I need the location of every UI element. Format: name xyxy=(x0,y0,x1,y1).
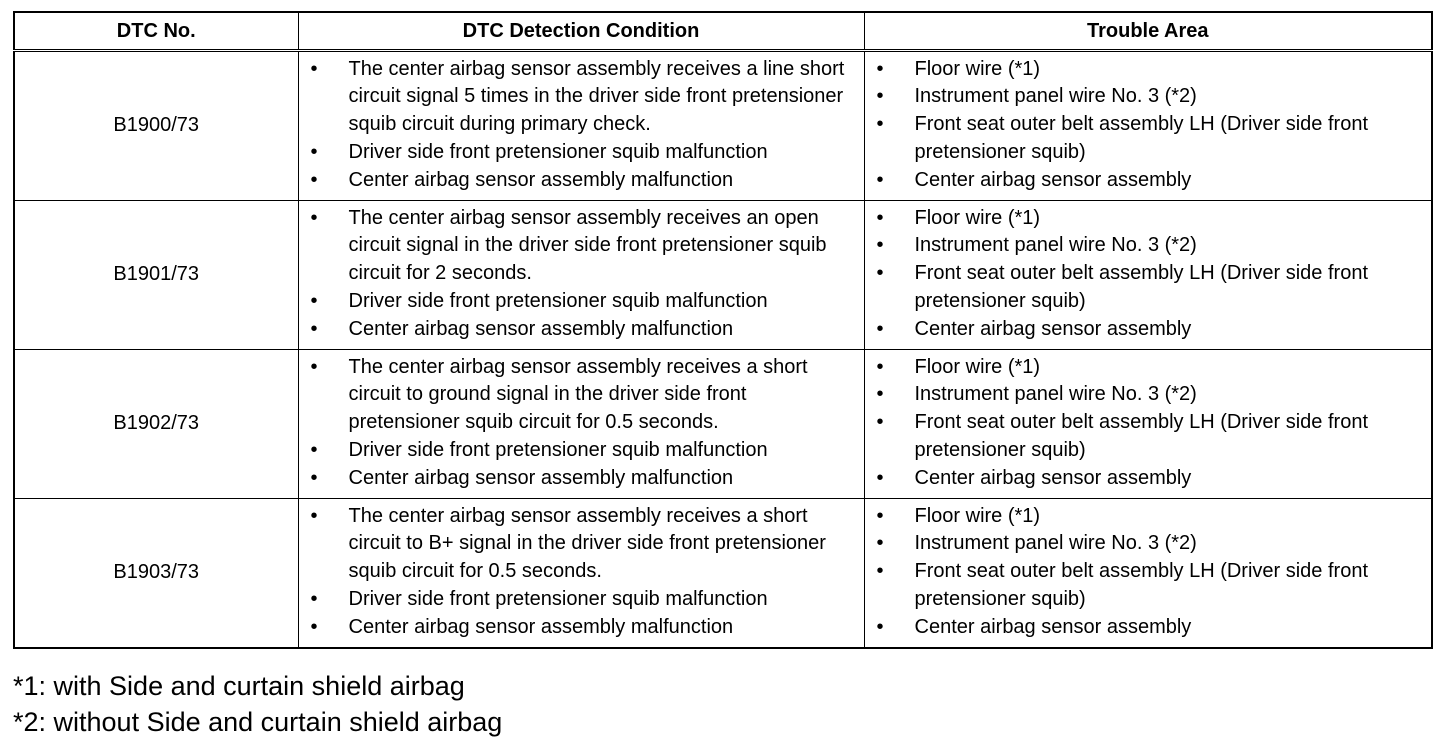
area-item: • Floor wire (*1) xyxy=(865,354,1426,382)
header-detection-condition: DTC Detection Condition xyxy=(298,12,864,51)
area-item: • Front seat outer belt assembly LH (Driver side front pretensioner squib) xyxy=(865,260,1426,316)
detection-condition-cell xyxy=(298,51,864,201)
area-list xyxy=(865,352,1432,497)
area-item: • Front seat outer belt assembly LH (Driver side front pretensioner squib) xyxy=(865,409,1426,465)
condition-list xyxy=(299,54,864,199)
condition-item: • The center airbag sensor assembly receives a short circuit to ground signal in the driver side front pretensioner squib circuit for 0.5 seconds. xyxy=(299,354,858,437)
area-item: • Floor wire (*1) xyxy=(865,205,1426,233)
area-item: • Instrument panel wire No. 3 (*2) xyxy=(865,381,1426,409)
condition-list xyxy=(299,501,864,646)
detection-condition-cell xyxy=(298,201,864,350)
table-row xyxy=(14,51,1432,201)
area-item: • Front seat outer belt assembly LH (Driver side front pretensioner squib) xyxy=(865,558,1426,614)
area-list xyxy=(865,501,1432,646)
condition-list xyxy=(299,203,864,348)
area-item: • Instrument panel wire No. 3 (*2) xyxy=(865,232,1426,260)
condition-item: • Driver side front pretensioner squib malfunction xyxy=(299,139,858,167)
table-row xyxy=(14,201,1432,350)
condition-item: • Center airbag sensor assembly malfunction xyxy=(299,167,858,195)
condition-item: • The center airbag sensor assembly receives an open circuit signal in the driver side front pretensioner squib circuit for 2 seconds. xyxy=(299,205,858,288)
condition-list xyxy=(299,352,864,497)
area-item: • Front seat outer belt assembly LH (Driver side front pretensioner squib) xyxy=(865,111,1426,167)
area-list xyxy=(865,54,1432,199)
table-header xyxy=(14,12,1432,51)
condition-item: • The center airbag sensor assembly receives a line short circuit signal 5 times in the driver side front pretensioner squib circuit during primary check. xyxy=(299,56,858,139)
area-item: • Floor wire (*1) xyxy=(865,56,1426,84)
condition-item: • Center airbag sensor assembly malfunction xyxy=(299,316,858,344)
table-row xyxy=(14,350,1432,499)
footnote-1: *1: with Side and curtain shield airbag xyxy=(13,671,465,701)
footnote-2: *2: without Side and curtain shield airbag xyxy=(13,707,503,737)
condition-item: • Driver side front pretensioner squib malfunction xyxy=(299,586,858,614)
detection-condition-cell xyxy=(298,350,864,499)
footnotes xyxy=(13,668,502,740)
header-dtc-no: DTC No. xyxy=(14,12,298,51)
dtc-table xyxy=(13,11,1433,649)
area-item: • Instrument panel wire No. 3 (*2) xyxy=(865,530,1426,558)
area-item: • Center airbag sensor assembly xyxy=(865,167,1426,195)
table-row xyxy=(14,499,1432,649)
detection-condition-cell xyxy=(298,499,864,649)
condition-item: • Center airbag sensor assembly malfunction xyxy=(299,614,858,642)
dtc-code-cell: B1902/73 xyxy=(14,350,298,499)
dtc-code-cell: B1900/73 xyxy=(14,51,298,201)
condition-item: • The center airbag sensor assembly receives a short circuit to B+ signal in the driver side front pretensioner squib circuit for 0.5 seconds. xyxy=(299,503,858,586)
trouble-area-cell xyxy=(864,51,1432,201)
dtc-code-cell: B1903/73 xyxy=(14,499,298,649)
condition-item: • Center airbag sensor assembly malfunction xyxy=(299,465,858,493)
area-item: • Center airbag sensor assembly xyxy=(865,316,1426,344)
trouble-area-cell xyxy=(864,350,1432,499)
header-row xyxy=(14,12,1432,51)
area-item: • Instrument panel wire No. 3 (*2) xyxy=(865,83,1426,111)
area-item: • Center airbag sensor assembly xyxy=(865,614,1426,642)
area-list xyxy=(865,203,1432,348)
trouble-area-cell xyxy=(864,499,1432,649)
dtc-code-cell: B1901/73 xyxy=(14,201,298,350)
area-item: • Center airbag sensor assembly xyxy=(865,465,1426,493)
area-item: • Floor wire (*1) xyxy=(865,503,1426,531)
table-body xyxy=(14,51,1432,649)
condition-item: • Driver side front pretensioner squib malfunction xyxy=(299,288,858,316)
header-trouble-area: Trouble Area xyxy=(864,12,1432,51)
trouble-area-cell xyxy=(864,201,1432,350)
condition-item: • Driver side front pretensioner squib malfunction xyxy=(299,437,858,465)
